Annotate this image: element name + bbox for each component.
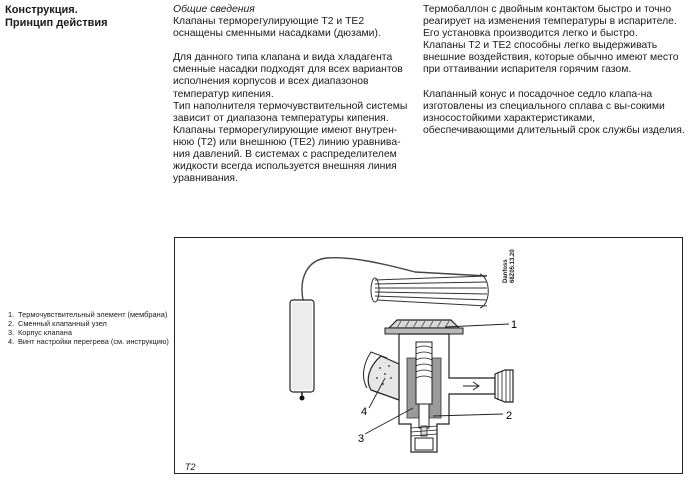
paragraph-charge-type: Тип наполнителя термочувствительной системы зависит от диапазона температуры кипения. (173, 100, 408, 124)
text-column-right (423, 4, 685, 137)
section-heading (5, 4, 165, 30)
callout-3: 3 (358, 433, 365, 445)
legend-text: Термочувствительный элемент (мембрана) (18, 310, 168, 319)
general-info-subtitle: Общие сведения (173, 4, 255, 15)
figure-code-number: 68Z05.13.20 (510, 249, 516, 283)
callout-2: 2 (506, 410, 513, 422)
inlet-fitting (364, 352, 399, 400)
capillary-coil (371, 274, 488, 308)
figure-code (503, 249, 517, 283)
section-heading-line1: Конструкция. (5, 4, 78, 16)
legend-text: Винт настройки перегрева (см. инструкцию) (18, 336, 169, 346)
section-heading-line2: Принцип действия (5, 17, 108, 29)
callout-4: 4 (361, 406, 368, 418)
paragraph-bulb: Термобаллон с двойным контактом быстро и точно реагирует на изменения температуры в испарителе. Его установка производится легко и быстро. (423, 4, 677, 40)
valve-body (399, 334, 495, 452)
paragraph-defrost: Клапаны Т2 и ТЕ2 способны легко выдерживать внешние воздействия, которые обычно имеют место при оттаивании испарителя горячим газом. (423, 40, 679, 76)
valve-drawing (175, 238, 682, 473)
valve-figure (174, 237, 683, 474)
callout-1: 1 (511, 319, 518, 331)
paragraph-equalization: Клапаны терморегулирующие имеют внутрен-нюю (Т2) или внешнюю (ТЕ2) линию уравнива-ния давлений. В системах с распределителем жидкости всегда используется внешняя линия уравнивания. (173, 124, 401, 185)
sensing-bulb (290, 300, 314, 401)
legend-item (6, 338, 171, 347)
figure-brand: Danfoss (503, 259, 509, 283)
paragraph-cone-seat: Клапанный конус и посадочное седло клапа-на изготовлены из специального сплава с вы-сокими износостойкими характеристиками, обеспечивающими длительный срок службы изделия. (423, 88, 685, 136)
legend-text: Корпус клапана (18, 327, 72, 337)
figure-legend (6, 311, 171, 347)
paragraph-nozzles: Клапаны терморегулирующие Т2 и ТЕ2 оснащены сменными насадками (дюзами). (173, 16, 381, 40)
text-column-left (173, 4, 413, 185)
legend-number: 3. (8, 327, 15, 337)
legend-text: Сменный клапанный узел (18, 318, 107, 328)
figure-label: T2 (185, 462, 196, 472)
paragraph-nozzle-compat: Для данного типа клапана и вида хладагента сменные насадки подходят для всех вариантов исполнения корпусов и всех диапазонов температур кипения. (173, 52, 403, 100)
legend-number: 4. (8, 336, 15, 346)
legend-number: 1. (8, 310, 15, 319)
legend-number: 2. (8, 318, 15, 328)
